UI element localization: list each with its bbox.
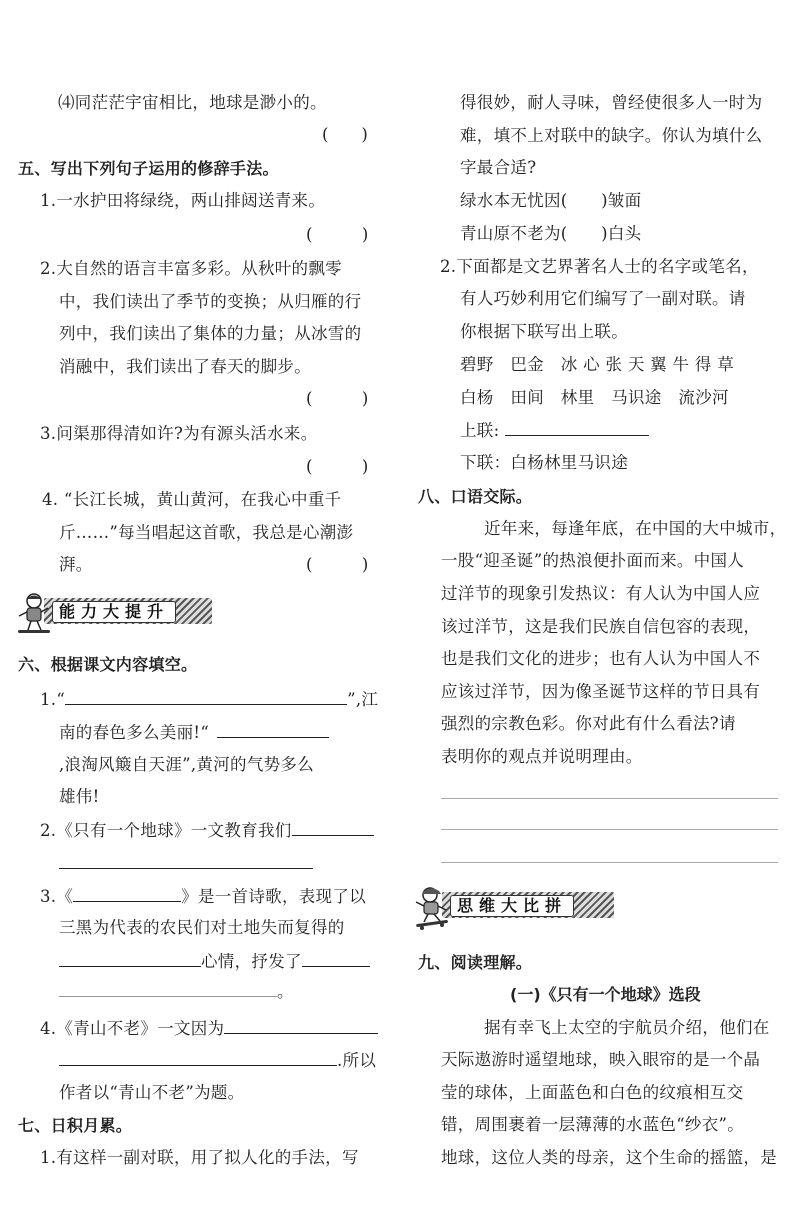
answer-paren[interactable]: ( ) (322, 125, 368, 144)
item-5-1: 1.一水护田将绿绕，两山排闼送青来。 (40, 191, 326, 210)
item-7-1-cont-line3: 字最合适? (460, 158, 537, 177)
text: .所以 (337, 1051, 377, 1070)
prompt-para-line3: 过洋节的现象引发热议：有人认为中国人应 (441, 584, 761, 603)
section-5-title: 五、写出下列句子运用的修辞手法。 (18, 159, 279, 178)
item-7-2-line1: 2.下面都是文艺界著名人士的名字或笔名， (440, 257, 759, 276)
answer-paren[interactable]: ( ) (306, 457, 369, 476)
couplet-line1: 绿水本无忧因( )皱面 (460, 191, 642, 210)
item-6-3-line2: 三黑为代表的农民们对土地失而复得的 (59, 918, 345, 937)
answer-line[interactable] (441, 798, 778, 799)
answer-paren[interactable]: ( ) (306, 555, 369, 574)
item-7-1-cont-line1: 得很妙，耐人寻味，曾经使很多人一时为 (460, 93, 763, 112)
prompt-para-line6: 应该过洋节，因为像圣诞节这样的节日具有 (441, 682, 761, 701)
item-5-2-line4: 消融中，我们读出了春天的脚步。 (59, 357, 311, 376)
item-5-2-line3: 列中，我们读出了集体的力量；从冰雪的 (59, 324, 362, 343)
item-7-2-line2: 有人巧妙利用它们编写了一副对联。请 (460, 289, 746, 308)
item-6-1-line3: ,浪淘风簸自天涯”,黄河的气势多么 (59, 755, 315, 774)
prompt-para-line7: 强烈的宗教色彩。你对此有什么看法?请 (441, 714, 736, 733)
fill-blank[interactable] (59, 1049, 337, 1066)
banner-title: 能力大提升 (52, 601, 176, 623)
names-line2: 白杨 田间 林里 马识途 流沙河 (460, 388, 729, 407)
prompt-para-line4: 该过洋节，这是我们民族自信包容的表现， (441, 617, 761, 636)
fill-blank[interactable] (292, 819, 374, 836)
section-7-title: 七、日积月累。 (18, 1116, 133, 1135)
item-5-4-line2: 斤……”每当唱起这首歌，我总是心潮澎 (59, 523, 354, 542)
item-5-2-line1: 2.大自然的语言丰富多彩。从秋叶的飘零 (40, 259, 342, 278)
upper-couplet-line (460, 419, 649, 442)
text: 。 (277, 982, 294, 1001)
item-5-4-line3: 湃。 (59, 555, 93, 574)
reading-para-line1: 据有幸飞上太空的宇航员介绍，他们在 (484, 1018, 770, 1037)
names-line1: 碧野 巴金 冰 心 张 天 翼 牛 得 草 (460, 355, 735, 374)
answer-line[interactable] (441, 862, 778, 863)
item-6-4-line3: 作者以“青山不老”为题。 (59, 1083, 245, 1102)
text: ”,江 (347, 690, 379, 709)
text: 心情，抒发了 (201, 952, 302, 971)
reading-subtitle: (一)《只有一个地球》选段 (510, 985, 701, 1004)
kid-skateboard-icon (412, 886, 454, 930)
prompt-para-line1: 近年来，每逢年底，在中国的大中城市， (484, 519, 787, 538)
text: 》是一首诗歌，表现了以 (181, 887, 366, 906)
item-6-3-line1 (40, 885, 366, 908)
fill-blank[interactable] (59, 980, 277, 997)
item-6-2-line1 (40, 819, 374, 842)
text: 南的春色多么美丽!“ (59, 723, 210, 742)
item-6-1-line4: 雄伟! (59, 787, 100, 806)
item-6-1-line1 (40, 688, 378, 711)
item-6-3-line3 (59, 950, 370, 973)
item-6-3-line4 (59, 980, 294, 1003)
fill-blank[interactable] (59, 852, 313, 869)
fill-blank[interactable] (217, 721, 329, 738)
text: 4.《青山不老》一文因为 (40, 1019, 225, 1038)
item-4-4: ⑷同茫茫宇宙相比，地球是渺小的。 (58, 93, 327, 112)
banner-ability (14, 592, 224, 632)
fill-blank[interactable] (59, 950, 201, 967)
answer-paren[interactable]: ( ) (306, 389, 369, 408)
section-8-title: 八、口语交际。 (418, 487, 533, 506)
item-5-4-line1: 4. “长江长城，黄山黄河，在我心中重千 (42, 490, 342, 509)
banner-stripes (44, 598, 212, 624)
kid-mascot-icon (14, 592, 54, 636)
item-6-1-line2 (59, 721, 329, 744)
text: 2.《只有一个地球》一文教育我们 (40, 821, 292, 840)
banner-title: 思维大比拼 (450, 895, 574, 917)
item-7-2-line3: 你根据下联写出上联。 (460, 322, 628, 341)
item-5-2-line2: 中，我们读出了季节的变换；从归雁的行 (59, 292, 362, 311)
prompt-para-line8: 表明你的观点并说明理由。 (441, 747, 643, 766)
banner-stripes (442, 892, 614, 918)
fill-blank[interactable] (505, 419, 649, 436)
fill-blank[interactable] (302, 950, 370, 967)
item-7-1: 1.有这样一副对联，用了拟人化的手法，写 (40, 1148, 359, 1167)
item-5-3: 3.问渠那得清如许?为有源头活水来。 (40, 424, 318, 443)
item-6-2-line2 (59, 852, 313, 875)
item-7-1-cont-line2: 难，填不上对联中的缺字。你认为填什么 (460, 126, 763, 145)
fill-blank[interactable] (224, 1017, 378, 1034)
reading-para-line3: 莹的球体，上面蓝色和白色的纹痕相互交 (441, 1083, 744, 1102)
item-6-4-line1 (40, 1017, 378, 1040)
item-6-4-line2 (59, 1049, 376, 1072)
banner-thinking (412, 886, 622, 926)
text: 1.“ (40, 690, 66, 709)
reading-para-line4: 错，周围裹着一层薄薄的水蓝色“纱衣”。 (441, 1115, 745, 1134)
lower-couplet-line: 下联：白杨林里马识途 (460, 453, 628, 472)
prompt-para-line5: 也是我们文化的进步；也有人认为中国人不 (441, 649, 761, 668)
reading-para-line5: 地球，这位人类的母亲，这个生命的摇篮，是 (441, 1148, 777, 1167)
text: 3.《 (40, 887, 74, 906)
couplet-line2: 青山原不老为( )白头 (460, 224, 642, 243)
answer-line[interactable] (441, 829, 778, 830)
text: 上联: (460, 421, 500, 440)
section-6-title: 六、根据课文内容填空。 (18, 655, 198, 674)
section-9-title: 九、阅读理解。 (418, 953, 533, 972)
fill-blank[interactable] (65, 688, 347, 705)
answer-paren[interactable]: ( ) (306, 225, 369, 244)
fill-blank[interactable] (73, 885, 181, 902)
reading-para-line2: 天际遨游时遥望地球，映入眼帘的是一个晶 (441, 1050, 761, 1069)
prompt-para-line2: 一股“迎圣诞”的热浪便扑面而来。中国人 (441, 551, 745, 570)
